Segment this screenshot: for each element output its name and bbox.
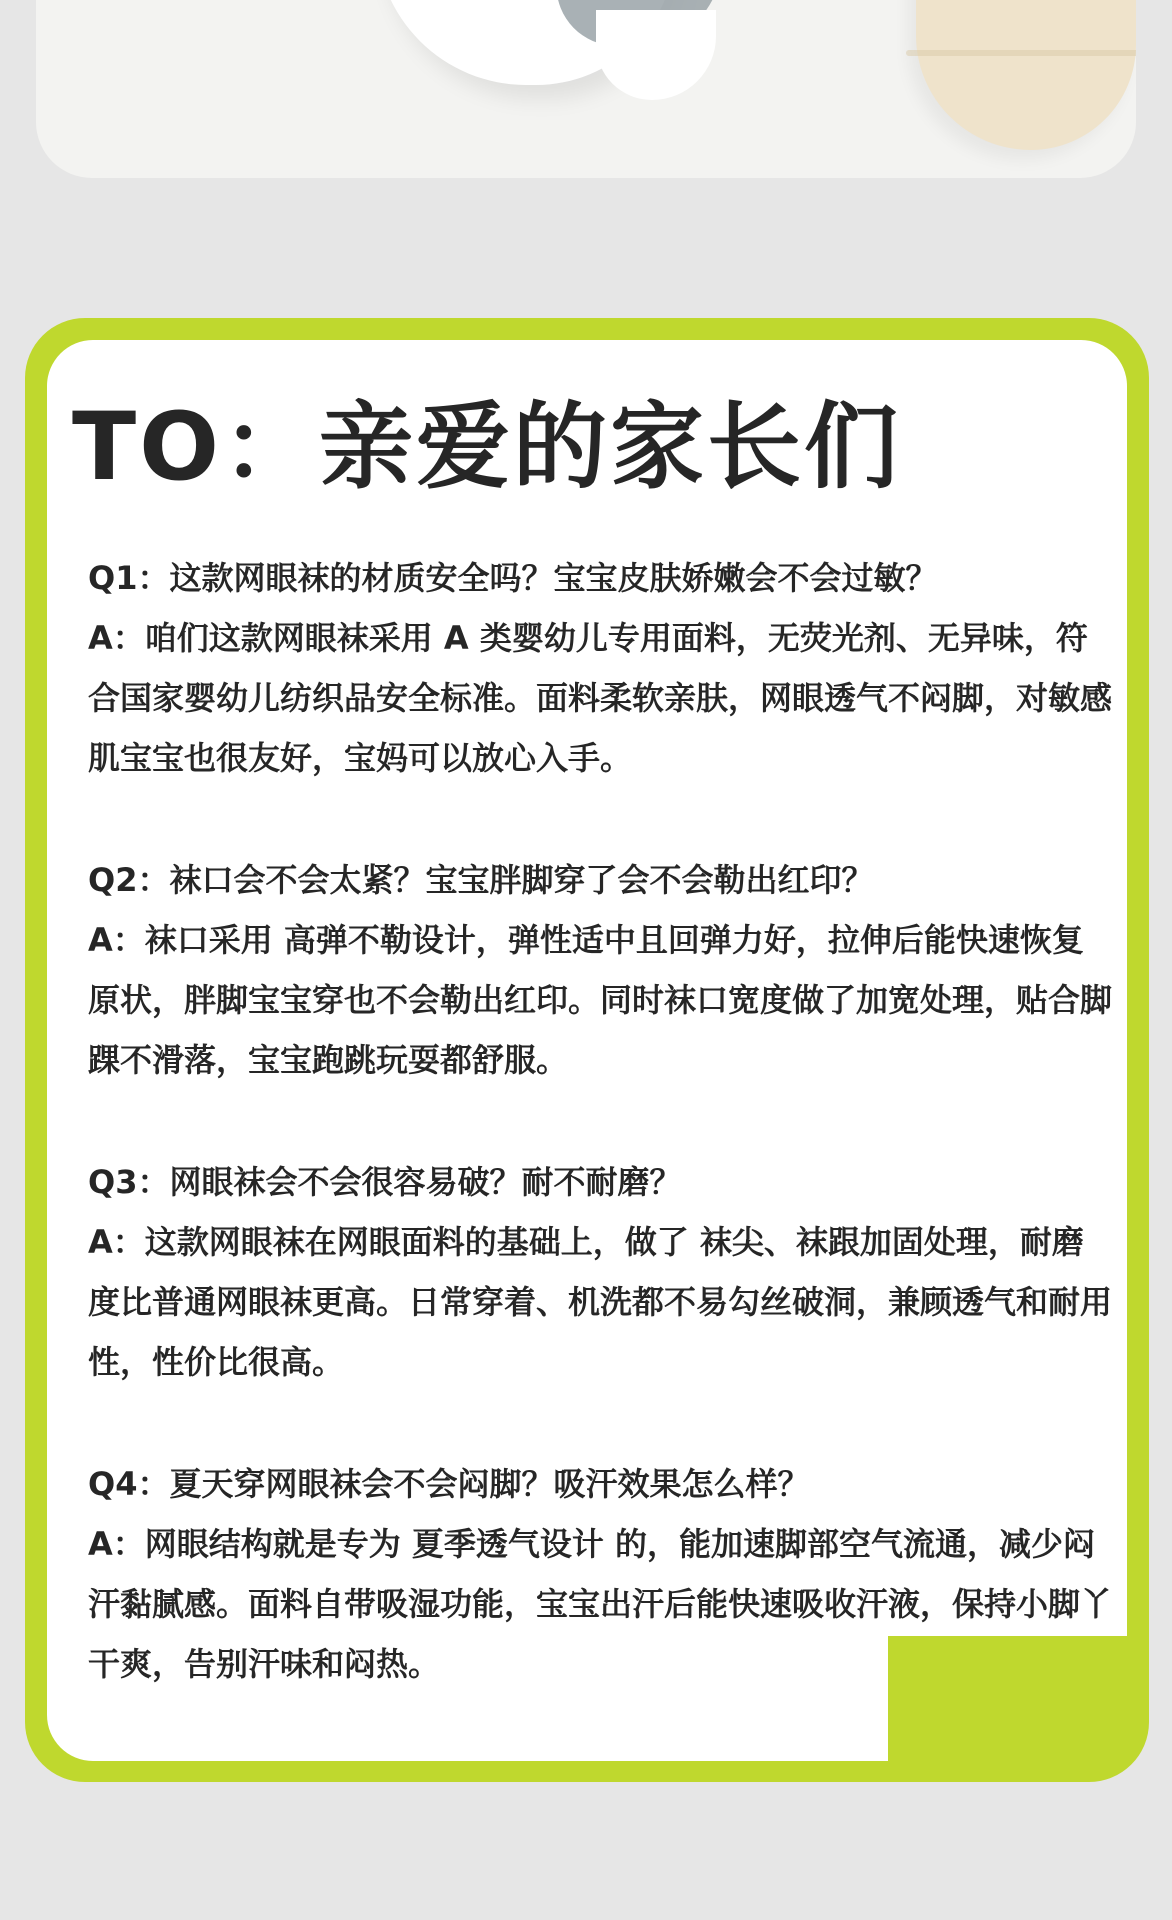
faq-answer-1: A：咱们这款网眼袜采用 A 类婴幼儿专用面料，无荧光剂、无异味，符合国家婴幼儿纺织品安全标准。面料柔软亲肤，网眼透气不闷脚，对敏感肌宝宝也很友好，宝妈可以放心入手。 — [88, 619, 1113, 777]
faq-item-2 — [88, 850, 1113, 1090]
faq-item-1 — [88, 548, 1113, 788]
faq-answer-4: A：网眼结构就是专为 夏季透气设计 的，能加速脚部空气流通，减少闷汗黏腻感。面料自带吸湿功能，宝宝出汗后能快速吸收汗液，保持小脚丫干爽，告别汗味和闷热。 — [88, 1525, 1113, 1683]
sock-toe-shape — [596, 10, 716, 100]
faq-question-3: Q3：网眼袜会不会很容易破？耐不耐磨？ — [88, 1163, 682, 1201]
faq-item-3 — [88, 1152, 1113, 1392]
faq-item-4 — [88, 1454, 1113, 1694]
faq-answer-2: A：袜口采用 高弹不勒设计，弹性适中且回弹力好，拉伸后能快速恢复原状，胖脚宝宝穿也不会勒出红印。同时袜口宽度做了加宽处理，贴合脚踝不滑落，宝宝跑跳玩耍都舒服。 — [88, 921, 1113, 1079]
cup-shape — [916, 0, 1136, 150]
faq-question-1: Q1：这款网眼袜的材质安全吗？宝宝皮肤娇嫩会不会过敏？ — [88, 559, 938, 597]
faq-question-4: Q4：夏天穿网眼袜会不会闷脚？吸汗效果怎么样？ — [88, 1465, 810, 1503]
faq-title: TO：亲爱的家长们 — [72, 393, 902, 502]
cup-rim-shape — [906, 50, 1136, 56]
faq-answer-3: A：这款网眼袜在网眼面料的基础上，做了 袜尖、袜跟加固处理，耐磨度比普通网眼袜更高。日常穿着、机洗都不易勾丝破洞，兼顾透气和耐用性，性价比很高。 — [88, 1223, 1113, 1381]
product-photo — [36, 0, 1136, 178]
faq-question-2: Q2：袜口会不会太紧？宝宝胖脚穿了会不会勒出红印？ — [88, 861, 874, 899]
